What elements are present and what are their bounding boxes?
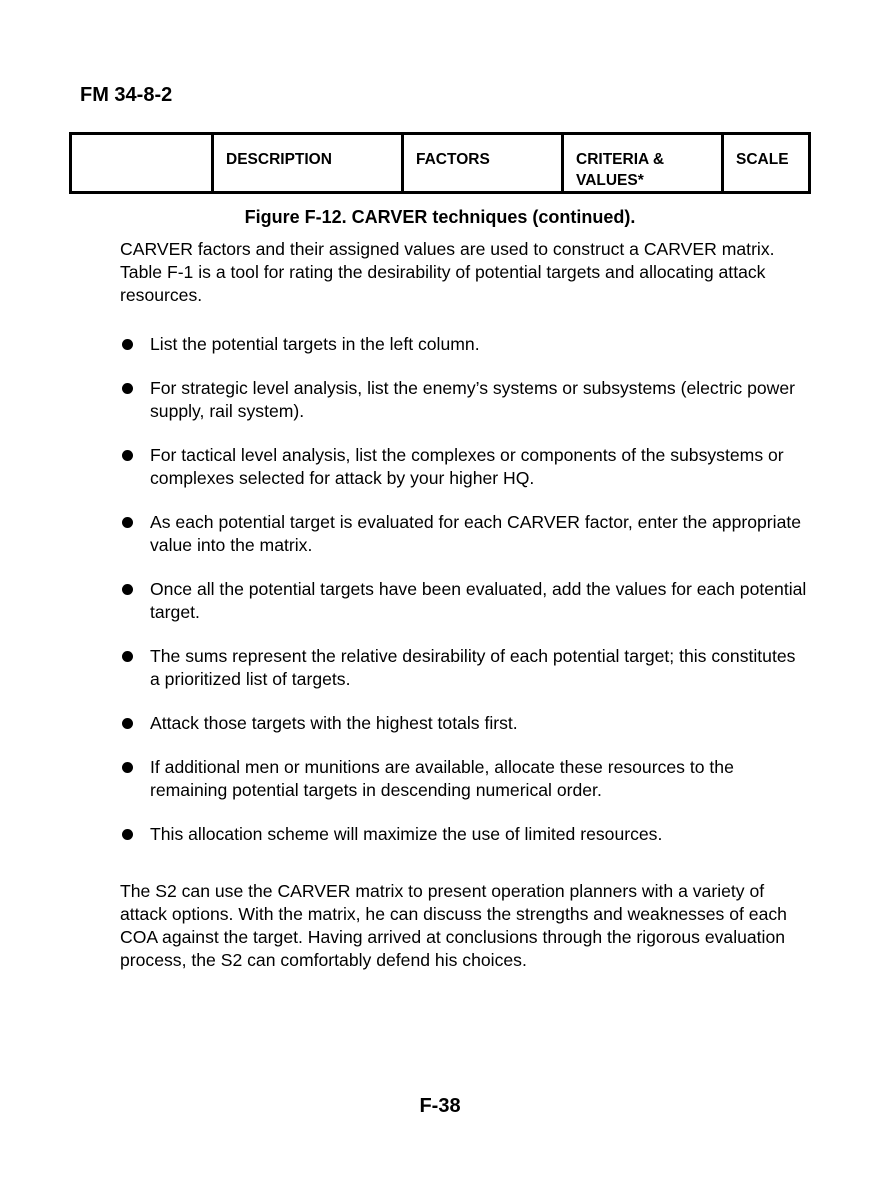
list-item [120, 645, 810, 691]
header-cell-empty [71, 134, 213, 193]
bullet-icon [122, 762, 133, 773]
intro-paragraph: CARVER factors and their assigned values are used to construct a CARVER matrix. Table F-1 is a tool for rating the desirability of potential targets and allocating attack resources. [120, 239, 775, 305]
header-cell-factors: FACTORS [403, 134, 563, 193]
list-item-text: If additional men or munitions are available, allocate these resources to the remaining potential targets in descending numerical order. [150, 757, 734, 800]
list-item [120, 444, 810, 490]
list-item-text: As each potential target is evaluated for each CARVER factor, enter the appropriate value into the matrix. [150, 512, 802, 555]
bullet-icon [122, 517, 133, 528]
list-item-text: For strategic level analysis, list the enemy’s systems or subsystems (electric power supply, rail system). [150, 378, 795, 421]
bullet-icon [122, 450, 133, 461]
list-item [120, 511, 810, 557]
bullet-list [120, 333, 810, 867]
list-item [120, 823, 810, 846]
header-cell-description: DESCRIPTION [213, 134, 403, 193]
bullet-icon [122, 383, 133, 394]
list-item [120, 333, 810, 356]
list-item-text: Once all the potential targets have been evaluated, add the values for each potential target. [150, 579, 807, 622]
bullet-icon [122, 829, 133, 840]
list-item [120, 712, 810, 735]
header-cell-criteria-values: CRITERIA & VALUES* [563, 134, 723, 193]
list-item [120, 578, 810, 624]
document-id: FM 34-8-2 [80, 84, 173, 106]
closing-paragraph: The S2 can use the CARVER matrix to present operation planners with a variety of attack options. With the matrix, he can discuss the strengths and weaknesses of each COA against the target. Having arrived at conclusions through the rigorous evaluation process, the S2 can comfortably defend his choices. [120, 881, 787, 970]
list-item [120, 756, 810, 802]
list-item-text: For tactical level analysis, list the complexes or components of the subsystems or complexes selected for attack by your higher HQ. [150, 445, 784, 488]
list-item-text: The sums represent the relative desirability of each potential target; this constitutes a prioritized list of targets. [150, 646, 796, 689]
list-item-text: List the potential targets in the left column. [150, 334, 480, 354]
list-item [120, 377, 810, 423]
carver-table-header [69, 132, 811, 194]
list-item-text: Attack those targets with the highest totals first. [150, 713, 518, 733]
bullet-icon [122, 584, 133, 595]
bullet-icon [122, 651, 133, 662]
header-cell-scale: SCALE [723, 134, 810, 193]
bullet-icon [122, 718, 133, 729]
list-item-text: This allocation scheme will maximize the use of limited resources. [150, 824, 663, 844]
table-header-row [71, 134, 810, 193]
page-number: F-38 [419, 1095, 461, 1117]
bullet-icon [122, 339, 133, 350]
figure-caption: Figure F-12. CARVER techniques (continued). [244, 207, 636, 227]
